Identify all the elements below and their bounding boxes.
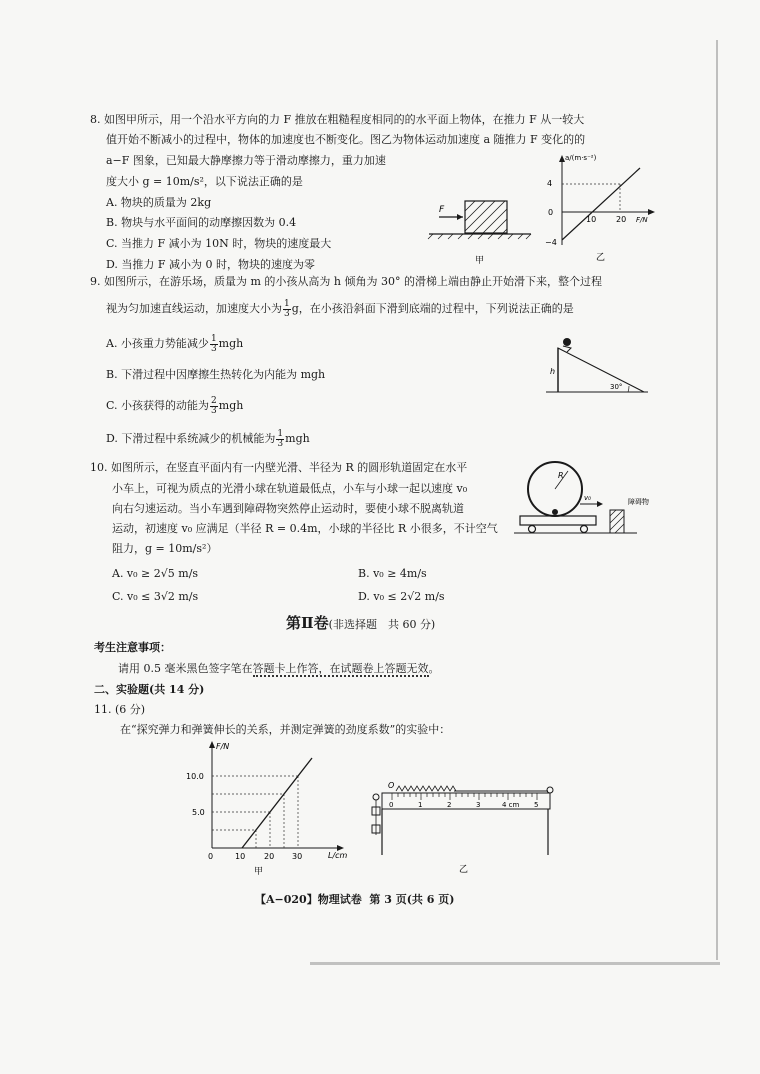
obstacle-hatching — [610, 510, 624, 533]
q8-line4: 度大小 g = 10m/s²，以下说法正确的是 — [106, 175, 303, 188]
part-title: 二、实验题(共 14 分) — [94, 683, 205, 696]
origin-label: O — [388, 781, 395, 790]
q10-line5: 阻力，g = 10m/s²） — [112, 542, 218, 555]
f-axis-label: F/N — [636, 216, 648, 224]
slide-triangle — [558, 348, 644, 392]
notice-emphasis: 答题卡上作答，在试题卷上答题无效 — [252, 662, 429, 675]
fraction-one-third: $\frac{1}{3}$ — [277, 428, 284, 449]
scan-edge-line — [716, 40, 718, 960]
q11-figure-yi-ruler — [362, 775, 562, 875]
q8-line2: 值开始不断减小的过程中，物体的加速度也不断变化。图乙为物体运动加速度 a 随推力 F 变化的的 — [106, 133, 586, 146]
q9-option-c: C. 小孩获得的动能为 $\frac{2}{3}$ mgh — [106, 395, 244, 416]
exam-code: 【A−020】 — [255, 893, 318, 906]
page-number: 第 3 页(共 6 页) — [369, 893, 455, 906]
notice-title: 考生注意事项： — [94, 641, 171, 654]
q8-line1: 8. 如图甲所示，用一个沿水平方向的力 F 推放在粗糙程度相同的的水平面上物体，在推力 F 从一较大 — [90, 113, 585, 126]
spring — [396, 786, 456, 791]
tick-y-0: 0 — [548, 208, 554, 217]
q8-option-a: A. 物块的质量为 2kg — [106, 196, 212, 209]
fraction-one-third: $\frac{1}{3}$ — [210, 333, 217, 354]
q10-line2: 小车上，可视为质点的光滑小球在轨道最低点，小车与小球一起以速度 v₀ — [112, 482, 468, 495]
tick-y-4: 4 — [547, 179, 553, 188]
q11-header: 11. (6 分) — [94, 703, 146, 716]
wheel-right — [581, 526, 588, 533]
figure-caption-yi: 乙 — [596, 253, 606, 263]
q10-line1: 10. 如图所示，在竖直平面内有一内壁光滑、半径为 R 的圆形轨道固定在水平 — [90, 461, 468, 474]
cart-body — [520, 516, 596, 525]
ruler-tick-4: 4 cm — [502, 801, 520, 809]
tick-l-30: 30 — [292, 852, 303, 861]
fraction-one-third: $\frac{1}{3}$ — [284, 298, 290, 319]
q8-option-b: B. 物块与水平面间的动摩擦因数为 0.4 — [106, 216, 297, 229]
wheel-left — [529, 526, 536, 533]
fraction-two-thirds: $\frac{2}{3}$ — [211, 395, 217, 416]
page-footer — [255, 893, 454, 907]
q11-intro: 在“探究弹力和弹簧伸长的关系，并测定弹簧的劲度系数”的实验中： — [120, 723, 451, 736]
force-label: F — [439, 205, 445, 215]
scan-bottom-shadow — [310, 962, 720, 965]
figure-caption-jia: 甲 — [254, 867, 264, 877]
pulley — [547, 787, 553, 793]
q10-option-a: A. v₀ ≥ 2√5 m/s — [112, 567, 199, 580]
q9-figure-slide — [540, 332, 650, 396]
angle-label: 30° — [610, 383, 623, 391]
tick-y-neg4: −4 — [545, 238, 557, 247]
force-arrow-head — [457, 214, 463, 220]
q8-option-c: C. 当推力 F 减小为 10N 时，物块的速度最大 — [106, 237, 332, 250]
length-axis-label: L/cm — [328, 851, 348, 860]
q9-option-a: A. 小孩重力势能减少 $\frac{1}{3}$ mgh — [106, 333, 244, 354]
figure-caption-jia: 甲 — [475, 256, 485, 266]
q9-option-b: B. 下滑过程中因摩擦生热转化为内能为 mgh — [106, 368, 326, 381]
section-title: 第Ⅱ卷(非选择题 共 60 分) — [286, 614, 436, 632]
q8-line3: a−F 图象，已知最大静摩擦力等于滑动摩擦力，重力加速 — [106, 154, 386, 167]
velocity-label: v₀ — [584, 494, 591, 502]
height-label: h — [550, 367, 556, 376]
a-f-line — [562, 168, 640, 240]
tick-x-20: 20 — [616, 215, 627, 224]
q8-figure-yi — [540, 150, 660, 265]
tick-x-10: 10 — [586, 215, 597, 224]
q10-option-b: B. v₀ ≥ 4m/s — [358, 567, 427, 580]
q9-line2 — [106, 298, 574, 320]
small-ball — [552, 509, 558, 515]
velocity-arrow-head — [597, 501, 603, 507]
exam-title: 物理试卷 — [317, 893, 362, 906]
tick-l-0: 0 — [208, 852, 214, 861]
ruler-tick-0: 0 — [389, 801, 394, 809]
obstacle-label: 障碍物 — [628, 498, 649, 506]
q8-figure-jia — [425, 185, 535, 270]
q8-option-d: D. 当推力 F 减小为 0 时，物块的速度为零 — [106, 258, 316, 271]
f-l-line — [242, 758, 312, 848]
q10-figure-cart — [512, 452, 652, 544]
q11-figure-jia-graph — [180, 735, 350, 880]
q9-option-d: D. 下滑过程中系统减少的机械能为 $\frac{1}{3}$ mgh — [106, 428, 310, 449]
angle-arc — [628, 386, 629, 392]
ground-hatching — [428, 234, 531, 239]
q10-line4: 运动，初速度 v₀ 应满足（半径 R = 0.4m，小球的半径比 R 小很多，不计空气 — [112, 522, 498, 535]
tick-f-5: 5.0 — [192, 808, 205, 817]
block-hatching — [465, 201, 507, 233]
q10-option-d: D. v₀ ≤ 2√2 m/s — [358, 590, 445, 603]
figure-caption-yi: 乙 — [459, 865, 469, 875]
ruler-tick-2: 2 — [447, 801, 452, 809]
ruler-tick-1: 1 — [418, 801, 423, 809]
left-pulley — [373, 794, 379, 800]
ruler-body — [382, 793, 550, 809]
tick-f-10: 10.0 — [186, 772, 204, 781]
ruler-ticks — [392, 793, 537, 800]
q10-option-c: C. v₀ ≤ 3√2 m/s — [112, 590, 199, 603]
tick-l-20: 20 — [264, 852, 275, 861]
tick-l-10: 10 — [235, 852, 246, 861]
ruler-tick-3: 3 — [476, 801, 481, 809]
notice-text: 请用 0.5 毫米黑色签字笔在答题卡上作答，在试题卷上答题无效。 — [118, 662, 440, 675]
q9-line2-pre: 视为匀加速直线运动，加速度大小为 — [106, 302, 282, 315]
q9-line2-post: g，在小孩沿斜面下滑到底端的过程中，下列说法正确的是 — [291, 302, 574, 315]
q9-line1: 9. 如图所示，在游乐场，质量为 m 的小孩从高为 h 倾角为 30° 的滑梯上端由静止开始滑下来，整个过程 — [90, 275, 602, 288]
q10-line3: 向右匀速运动。当小车遇到障碍物突然停止运动时，要使小球不脱离轨道 — [112, 502, 464, 515]
radius-label: R — [558, 471, 564, 480]
child-figure — [563, 338, 571, 346]
a-axis-label: a/(m·s⁻²) — [565, 154, 597, 162]
force-axis-label: F/N — [216, 742, 230, 751]
ruler-tick-5: 5 — [534, 801, 539, 809]
